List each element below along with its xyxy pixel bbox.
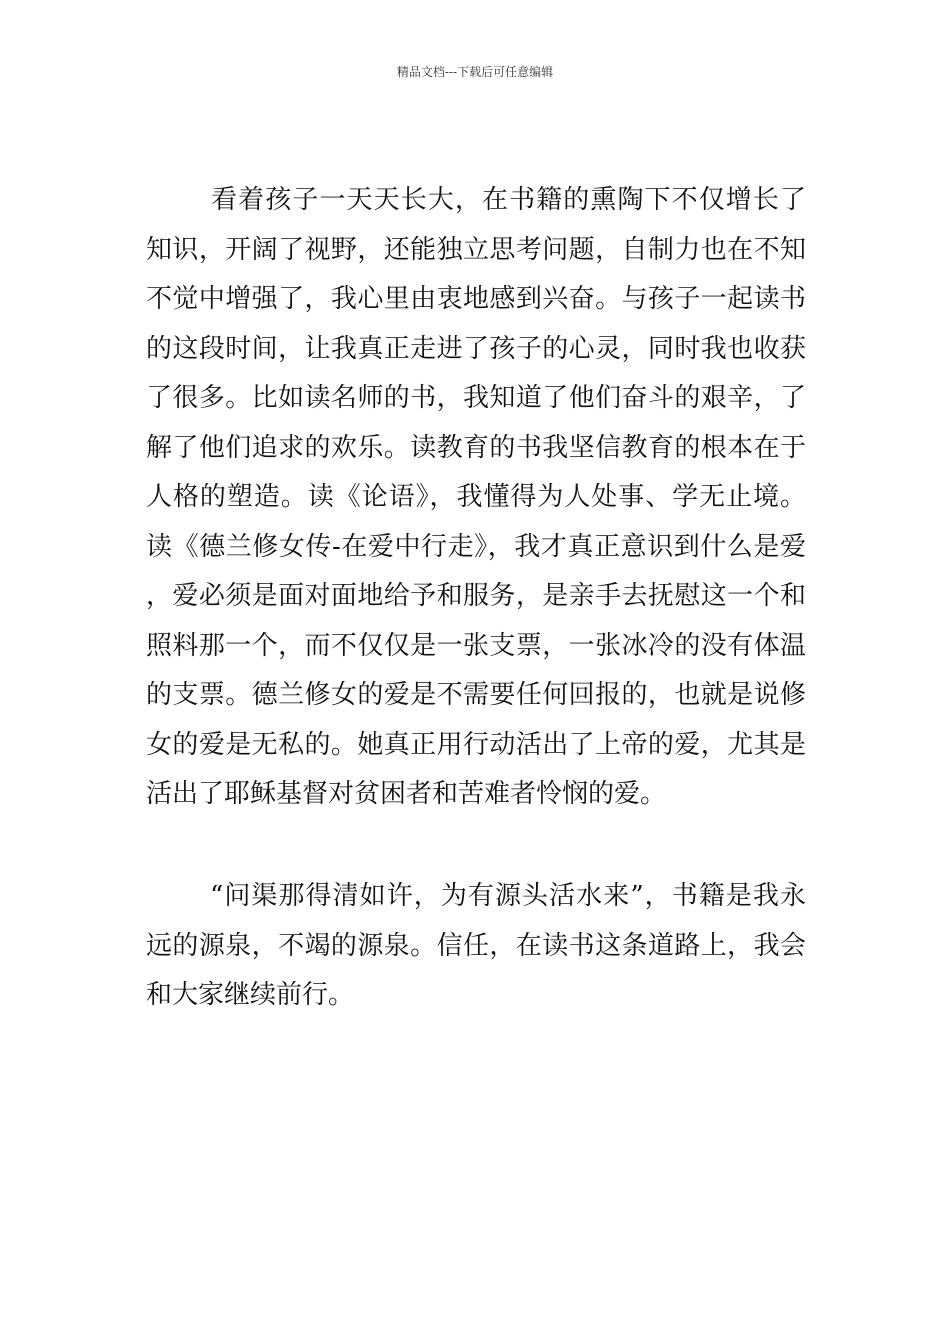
- body-paragraph-2: [146, 872, 806, 1021]
- body-paragraph-1: [146, 176, 806, 820]
- page-header: 精品文档---下载后可任意编辑: [396, 65, 554, 79]
- paragraph-1-text: 看着孩子一天天长大，在书籍的熏陶下不仅增长了知识，开阔了视野，还能独立思考问题，自制力也在不知不觉中增强了，我心里由衷地感到兴奋。与孩子一起读书的这段时间，让我真正走进了孩子的心灵，同时我也收获了很多。比如读名师的书，我知道了他们奋斗的艰辛，了解了他们追求的欢乐。读教育的书我坚信教育的根本在于人格的塑造。读《论语》，我懂得为人处事、学无止境。读《德兰修女传-在爱中行走》，我才真正意识到什么是爱，爱必须是面对面地给予和服务，是亲手去抚慰这一个和照料那一个，而不仅仅是一张支票，一张冰冷的没有体温的支票。德兰修女的爱是不需要任何回报的，也就是说修女的爱是无私的。她真正用行动活出了上帝的爱，尤其是活出了耶稣基督对贫困者和苦难者怜悯的爱。: [146, 185, 806, 809]
- paragraph-2-text: “问渠那得清如许，为有源头活水来”，书籍是我永远的源泉，不竭的源泉。信任，在读书这条道路上，我会和大家继续前行。: [146, 881, 806, 1010]
